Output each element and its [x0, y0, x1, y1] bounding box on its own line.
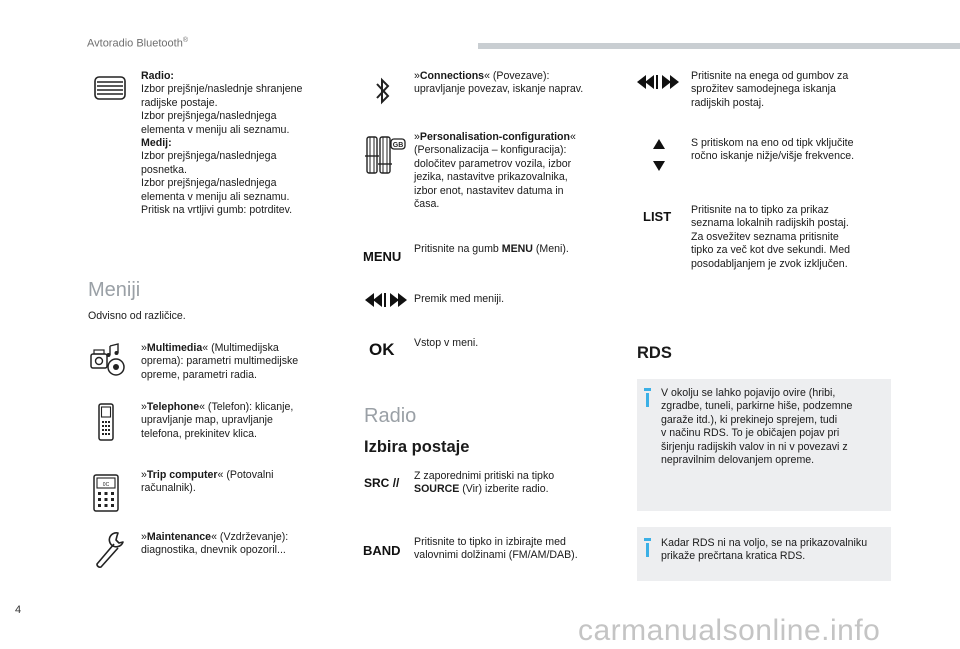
list-text: Pritisnite na to tipko za prikaz seznama lokalnih radijskih postaj. Za osvežitev seznama pritisnite tipko za več kot dve sekundi. Med posodabljanjem je zvok izključen.: [691, 204, 850, 270]
rds-note-1-text: V okolju se lahko pojavijo ovire (hribi, zgradbe, tuneli, parkirne hiše, podzemne garaže itd.), ki prekinejo sprejem, tudi v načinu RDS. To je običajen pojav pri širjenju radijskih valov in ni v povezavi z nepravilnim delovanjem opreme.: [661, 387, 853, 467]
menu-item-connections: »Connections« (Povezave): upravljanje povezav, iskanje naprav.: [414, 70, 584, 96]
rds-note-2-text: Kadar RDS ni na voljo, se na prikazovalniku prikaže prečrtana kratica RDS.: [661, 537, 868, 563]
bluetooth-icon: [374, 76, 392, 106]
updown-text: S pritiskom na eno od tipk vključite ročno iskanje nižje/višje frekvence.: [691, 137, 855, 163]
radio-medij-text: Radio: Izbor prejšnje/naslednje shranjene radijske postaje. Izbor prejšnjega/naslednjega elementa v meniju ali seznamu. Medij: Izbor prejšnjega/naslednjega posnetka. Izbor prejšnjega/naslednjega elementa v meniju ali seznamu. Pritisk na vrtljivi gumb: potrditev.: [141, 70, 303, 217]
menu-item-trip-computer: »Trip computer« (Potovalni računalnik).: [141, 469, 274, 495]
menu-key-label: MENU: [363, 249, 402, 264]
personalisation-settings-icon: [364, 136, 406, 176]
menu-item-personalisation: »Personalisation-configuration« (Personalizacija – konfiguracija): določitev parametrov vozila, izbor jezika, nastavitve prikazovalnika, izbor enot, nastavitev datuma in časa.: [414, 131, 576, 211]
list-key-label: LIST: [643, 209, 672, 224]
arrows-text: Premik med meniji.: [414, 293, 505, 305]
rds-heading: RDS: [637, 344, 672, 362]
menu-item-multimedia: »Multimedia« (Multimedijska oprema): parametri multimedijske opreme, parametri radia.: [141, 342, 299, 381]
rds-note-1: [637, 379, 891, 511]
izbira-postaje-heading: Izbira postaje: [364, 438, 470, 456]
header-title: Avtoradio Bluetooth®: [87, 37, 188, 50]
multimedia-icon: [88, 342, 128, 376]
radio-heading: Radio: [364, 405, 417, 427]
src-slash-icon: //: [392, 476, 400, 490]
meniji-heading: Meniji: [88, 279, 141, 301]
svg-text:GB: GB: [392, 142, 404, 149]
menu-item-maintenance: »Maintenance« (Vzdrževanje): diagnostika, dnevnik opozoril...: [141, 531, 289, 557]
svg-text:0C: 0C: [102, 482, 110, 488]
info-icon-bar: [646, 543, 649, 557]
meniji-intro: Odvisno od različice.: [88, 310, 186, 322]
left-right-arrows-icon: [364, 292, 408, 308]
up-down-arrows-icon: [652, 138, 666, 172]
scroll-wheel-icon: [94, 76, 126, 100]
seek-arrows-icon: [636, 74, 680, 90]
menu-key-text: Pritisnite na gumb MENU (Meni).: [414, 243, 569, 255]
info-icon-dot: [644, 388, 651, 391]
page-number: 4: [15, 604, 22, 616]
band-text: Pritisnite to tipko in izbirajte med valovnimi dolžinami (FM/AM/DAB).: [414, 536, 578, 562]
trip-computer-icon: [93, 474, 119, 512]
seek-text: Pritisnite na enega od gumbov za sprožitev samodejnega iskanja radijskih postaj.: [691, 70, 849, 109]
info-icon-bar: [646, 393, 649, 407]
ok-key-label: OK: [369, 340, 395, 359]
header-bar: [478, 43, 960, 49]
watermark: carmanualsonline.info: [578, 614, 881, 647]
band-key-label: BAND: [363, 543, 401, 558]
src-text: Z zaporednimi pritiski na tipko SOURCE (Vir) izberite radio.: [414, 470, 555, 496]
wrench-icon: [92, 530, 126, 570]
menu-item-telephone: »Telephone« (Telefon): klicanje, upravljanje map, upravljanje telefona, prekinitev klica.: [141, 401, 294, 440]
src-key-label: SRC //: [364, 476, 400, 490]
phone-icon: [98, 403, 114, 441]
info-icon-dot: [644, 538, 651, 541]
rds-note-2: [637, 527, 891, 581]
ok-text: Vstop v meni.: [414, 337, 479, 349]
